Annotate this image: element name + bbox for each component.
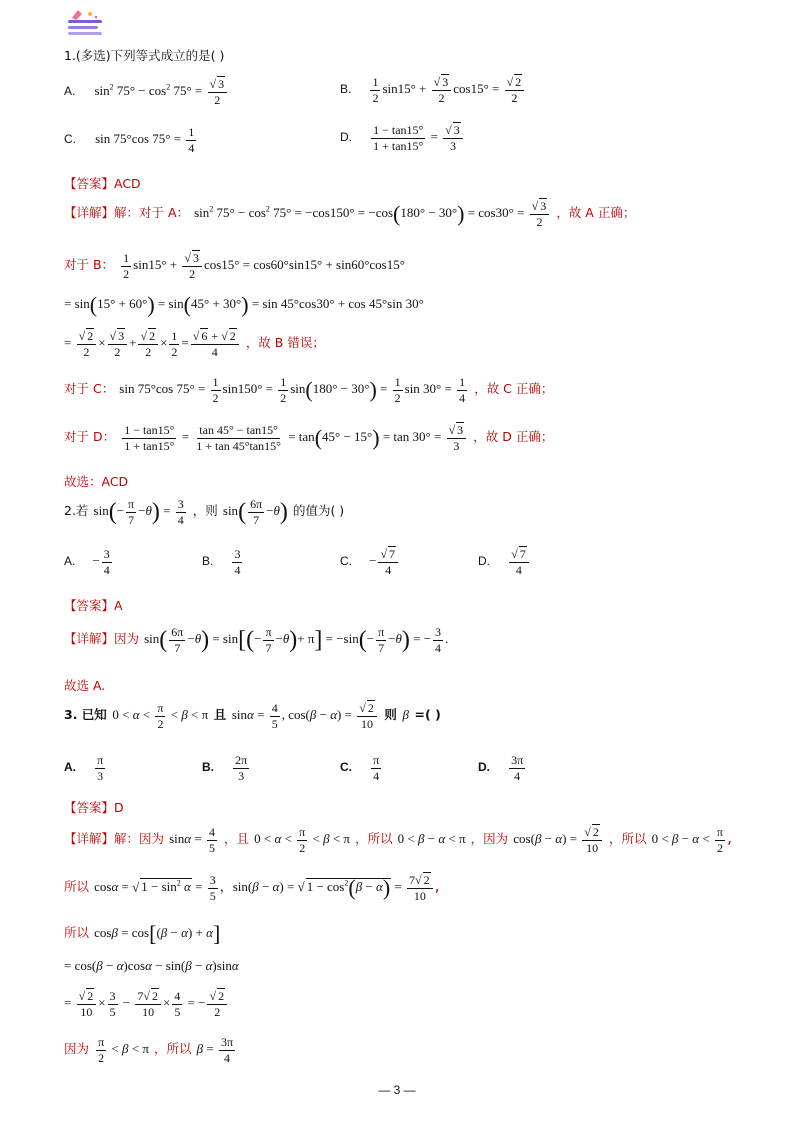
q1-detail-a: 【详解】解：对于 A： $\sin^2 75^\circ - \cos^2 75^\circ = -\cos 150^\circ = -\cos(180^\circ - 30^\circ) = \cos 30^\circ$ = $\frac{√ 3}{2}$ ，故 A 正确； <box>64 199 636 229</box>
q2-answer: 【答案】A <box>64 598 123 613</box>
q1-choose: 故选：ACD <box>64 474 129 489</box>
page-number: — 3 — <box>378 1083 416 1097</box>
q2-option-a[interactable]: A. − $\frac{3}{4}$ <box>64 547 110 577</box>
q1-detail-b-line3: = $\frac{√ 2}{2}$ × $\frac{√ 3}{2}$ + $\frac{√ 2}{2}$ × $\frac{1}{2}$ = $\frac{√ 6 + √ 2}{4}$ ，故 B 错误； <box>64 329 325 359</box>
q3-detail-line4: = cos(β − α)cosα − sin(β − α)sinα <box>64 958 239 973</box>
q1-detail-b-line2: = sin(15° + 60°) = sin(45° + 30°) = sin 45°cos30° + cos 45°sin 30° <box>64 292 424 317</box>
q3-option-b[interactable]: B. $\frac{2\pi}{3}$ <box>202 753 248 783</box>
q1-detail-b: 对于 B： $\frac{1}{2}$ sin15° + $\frac{√ 3}{2}$ cos15° = cos60°sin15° + sin60°cos15° <box>64 251 405 281</box>
q3-detail-line3: 所以 cosβ = cos[(β − α) + α] <box>64 921 221 947</box>
q3-detail-line5: = $\frac{√ 2}{10}$ × $\frac{3}{5}$ − $\frac{7√ 2}{10}$ × $\frac{4}{5}$ = − $\frac{√ 2}{2}$ <box>64 990 229 1018</box>
q2-option-b[interactable]: B. $\frac{3}{4}$ <box>202 547 241 577</box>
q3-stem: 3. 已知 0 < α < $\frac{\pi}{2}$ < β < π 且 sinα = $\frac{4}{5}$ , cos(β − α) = $\frac{√ 2}{10}$ 则 β =( ) <box>64 701 441 731</box>
q2-option-d[interactable]: D. $\frac{√ 7}{4}$ <box>478 548 531 576</box>
q2-detail: 【详解】因为 sin( $\frac{6\pi}{7}$ −θ) = sin[(− $\frac{\pi}{7}$ −θ)+ π] = −sin(− $\frac{\pi}{7}$ −θ) = − $\frac{3}{4}$ . <box>64 625 449 655</box>
q2-choose: 故选 A. <box>64 678 106 693</box>
q1-detail-d: 对于 D： $\frac{1 - \tan 15^\circ}{1 + \tan 15^\circ}$ = $\frac{\tan 45^\circ - \tan 15^\circ}{1 + \tan 45^\circ\tan 15^\circ}$ = tan(45° − 15°) = tan 30° = $\frac{√ 3}{3}$ ，故 D 正确； <box>64 423 554 453</box>
header-logo <box>66 8 104 42</box>
q3-option-d[interactable]: D. $\frac{3\pi}{4}$ <box>478 753 524 783</box>
q1-option-d[interactable]: D. $\frac{1 - \tan 15^\circ}{1 + \tan 15^\circ}$ = $\frac{√ 3}{3}$ <box>340 124 465 152</box>
q1-option-a[interactable]: A. $\sin^2 75^\circ - \cos^2 75^\circ$ = $\frac{√ 3}{2}$ <box>64 78 229 106</box>
q1-answer: 【答案】ACD <box>64 176 141 191</box>
q3-option-c[interactable]: C. $\frac{\pi}{4}$ <box>340 753 380 783</box>
q3-detail-line2: 所以 cosα = √ $1 - \sin^2 \alpha$ = $\frac{3}{5}$ ，sin(β − α) = √ $1 - \cos^2(\beta - \alpha)$ = $\frac{7√ 2}{10}$ , <box>64 873 440 903</box>
q1-detail-c: 对于 C： sin 75°cos 75° = $\frac{1}{2}$ sin150° = $\frac{1}{2}$ sin(180° − 30°) = $\frac{1}{2}$ sin 30° = $\frac{1}{4}$ ，故 C 正确； <box>64 375 554 405</box>
q3-detail-line1: 【详解】解：因为 sinα = $\frac{4}{5}$ ，且 0 < α < $\frac{\pi}{2}$ < β < π ，所以 0 < β − α < π ，因为 cos(β − α) = $\frac{√ 2}{10}$ ，所以 0 < β − α < $\frac{\pi}{2}$ , <box>64 825 733 855</box>
q3-answer: 【答案】D <box>64 800 124 815</box>
q1-option-c[interactable]: C. sin 75°cos 75° = $\frac{1}{4}$ <box>64 125 195 155</box>
q2-option-c[interactable]: C. − $\frac{√ 7}{4}$ <box>340 548 400 576</box>
q3-detail-line6: 因为 $\frac{\pi}{2}$ < β < π ，所以 β = $\frac{3\pi}{4}$ <box>64 1035 233 1065</box>
q3-option-a[interactable]: A. $\frac{\pi}{3}$ <box>64 753 104 783</box>
q2-stem: 2.若 sin(− $\frac{\pi}{7}$ −θ) = $\frac{3}{4}$ ，则 sin( $\frac{6\pi}{7}$ −θ) 的值为( ) <box>64 497 345 527</box>
q1-option-b[interactable]: B. $\frac{1}{2}$ sin15° + $\frac{√ 3}{2}$ cos15° = $\frac{√ 2}{2}$ <box>340 76 526 104</box>
q1-stem: 1.(多选)下列等式成立的是( ) <box>64 48 225 63</box>
